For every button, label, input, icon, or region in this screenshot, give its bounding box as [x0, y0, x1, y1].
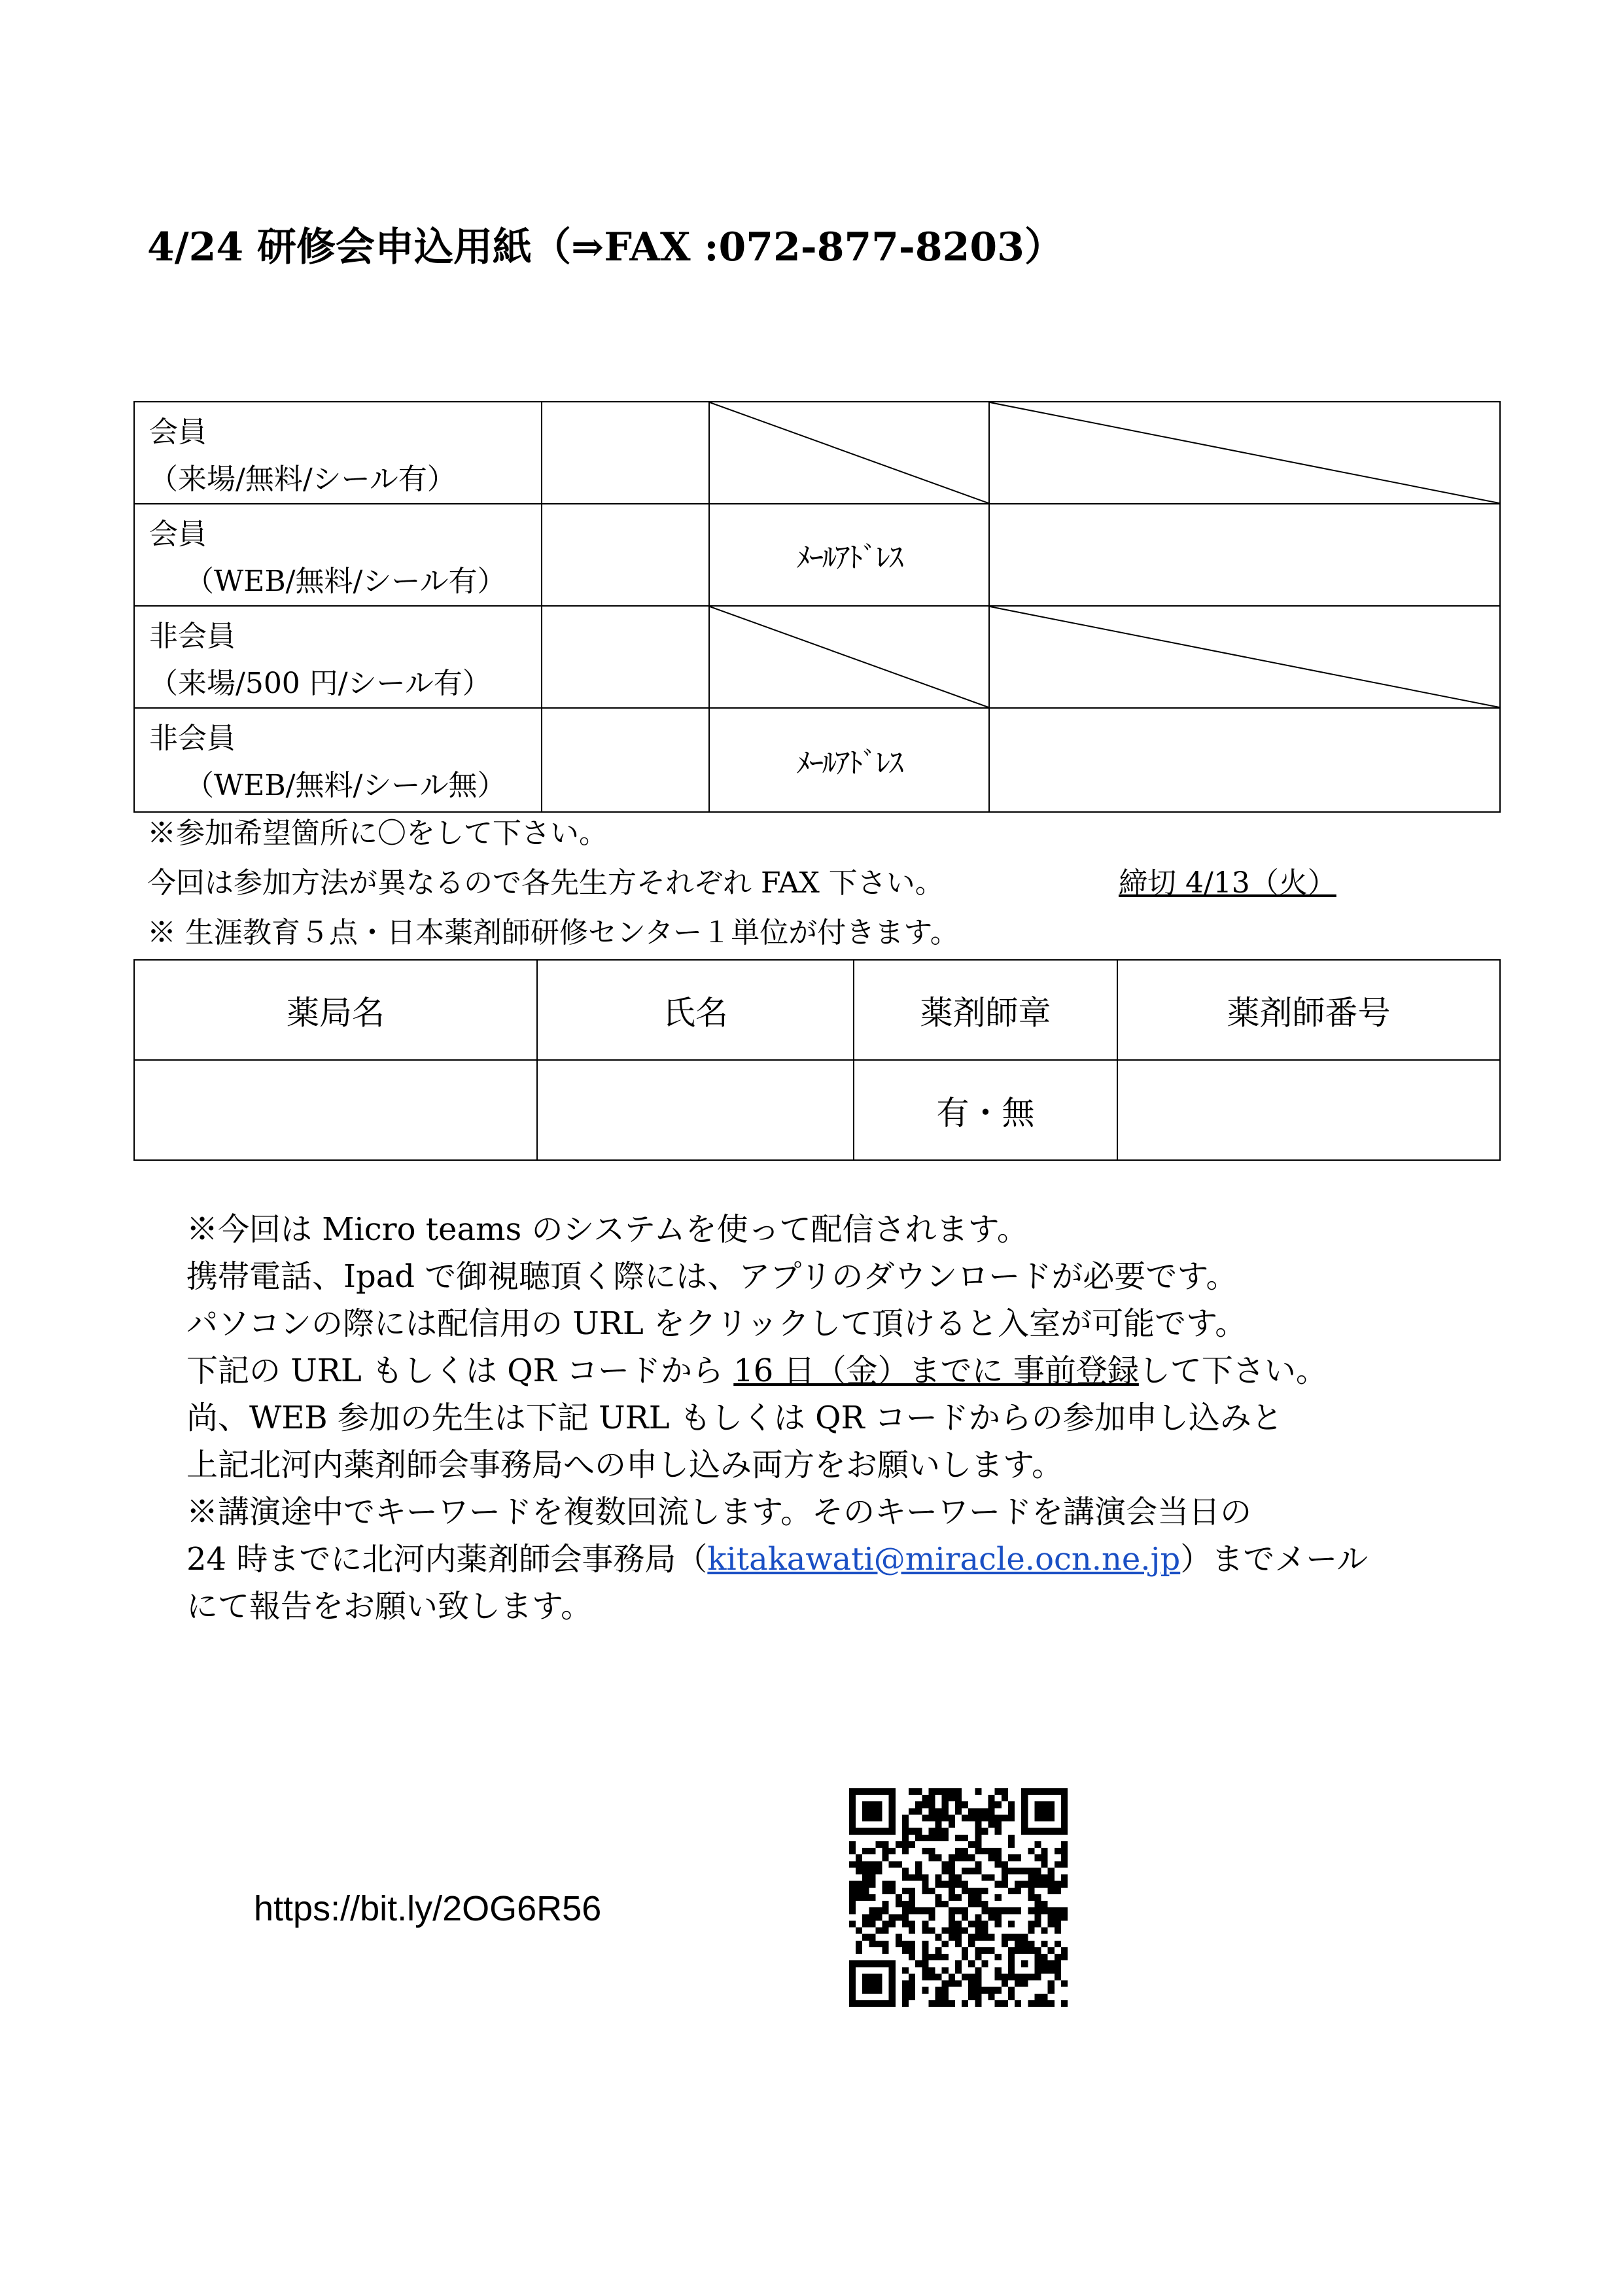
category-label: 会員 [149, 518, 207, 551]
instruction-line [186, 1536, 1368, 1583]
crossed-cell [709, 606, 989, 708]
instruction-text: 下記の URL もしくは QR コードから [186, 1352, 734, 1389]
email-link[interactable]: kitakawati@miracle.ocn.ne.jp [707, 1541, 1181, 1578]
note-mark-instruction: ※参加希望箇所に〇をして下さい。 [147, 817, 608, 850]
header-name: 氏名 [537, 960, 854, 1060]
instruction-text: して下さい。 [1138, 1352, 1327, 1389]
qr-code[interactable] [849, 1788, 1068, 2007]
mark-cell[interactable] [542, 606, 709, 708]
mark-cell[interactable] [542, 402, 709, 504]
name-field[interactable] [537, 1060, 854, 1160]
instruction-line [186, 1347, 1368, 1394]
category-label: 非会員 [149, 722, 236, 755]
diagonal-line [990, 402, 1499, 503]
email-label: ﾒｰﾙｱﾄﾞﾚｽ [709, 708, 989, 812]
instruction-line: 携帯電話、Ipad で御視聴頂く際には、アプリのダウンロードが必要です。 [186, 1258, 1238, 1295]
email-label: ﾒｰﾙｱﾄﾞﾚｽ [709, 504, 989, 606]
crossed-cell [989, 606, 1500, 708]
category-detail: （来場/500 円/シール有） [149, 667, 491, 700]
category-detail: （来場/無料/シール有） [149, 463, 456, 496]
instruction-line: ※今回は Micro teams のシステムを使って配信されます。 [186, 1211, 1028, 1248]
pharmacist-number-field[interactable] [1117, 1060, 1500, 1160]
mark-cell[interactable] [542, 504, 709, 606]
crossed-cell [709, 402, 989, 504]
instructions [186, 1206, 1368, 1630]
category-detail: （WEB/無料/シール無） [185, 769, 506, 802]
mark-cell[interactable] [542, 708, 709, 812]
registration-table [133, 401, 1501, 813]
instruction-line: ※講演途中でキーワードを複数回流します。そのキーワードを講演会当日の [186, 1494, 1252, 1530]
category-cell [134, 504, 542, 606]
category-cell [134, 708, 542, 812]
diagonal-line [710, 402, 988, 503]
pharmacy-input-row [134, 1060, 1500, 1160]
header-pharmacy-name: 薬局名 [134, 960, 537, 1060]
diagonal-line [710, 607, 988, 707]
badge-choice[interactable]: 有・無 [854, 1060, 1117, 1160]
deadline: 締切 4/13（火） [1119, 866, 1336, 900]
diagonal-line [990, 607, 1499, 707]
pharmacy-header-row [134, 960, 1500, 1060]
instruction-line: にて報告をお願い致します。 [186, 1588, 593, 1625]
header-pharmacist-number: 薬剤師番号 [1117, 960, 1500, 1060]
crossed-cell [989, 402, 1500, 504]
registration-row [134, 402, 1500, 504]
pharmacy-table [133, 959, 1501, 1161]
form-title: 4/24 研修会申込用紙（⇒FAX :072-877-8203） [147, 224, 1064, 270]
registration-deadline: 16 日（金）までに 事前登録 [733, 1352, 1139, 1389]
registration-row [134, 606, 1500, 708]
email-field[interactable] [989, 504, 1500, 606]
note-credits: ※ 生涯教育５点・日本薬剤師研修センター１単位が付きます。 [147, 916, 959, 949]
registration-url[interactable]: https://bit.ly/2OG6R56 [254, 1889, 602, 1928]
instruction-line: 尚、WEB 参加の先生は下記 URL もしくは QR コードからの参加申し込みと [186, 1400, 1283, 1436]
category-cell [134, 606, 542, 708]
email-field[interactable] [989, 708, 1500, 812]
category-label: 会員 [149, 415, 207, 449]
instruction-text: 24 時までに北河内薬剤師会事務局（ [186, 1541, 708, 1578]
registration-row [134, 708, 1500, 812]
header-badge: 薬剤師章 [854, 960, 1117, 1060]
category-label: 非会員 [149, 620, 236, 653]
instruction-line: 上記北河内薬剤師会事務局への申し込み両方をお願いします。 [186, 1447, 1064, 1483]
registration-row [134, 504, 1500, 606]
instruction-text: ）までメール [1180, 1541, 1369, 1578]
note-fax-instruction: 今回は参加方法が異なるので各先生方それぞれ FAX 下さい。 [147, 866, 944, 900]
category-cell [134, 402, 542, 504]
pharmacy-name-field[interactable] [134, 1060, 537, 1160]
category-detail: （WEB/無料/シール有） [185, 565, 506, 598]
instruction-line: パソコンの際には配信用の URL をクリックして頂けると入室が可能です。 [186, 1305, 1247, 1342]
